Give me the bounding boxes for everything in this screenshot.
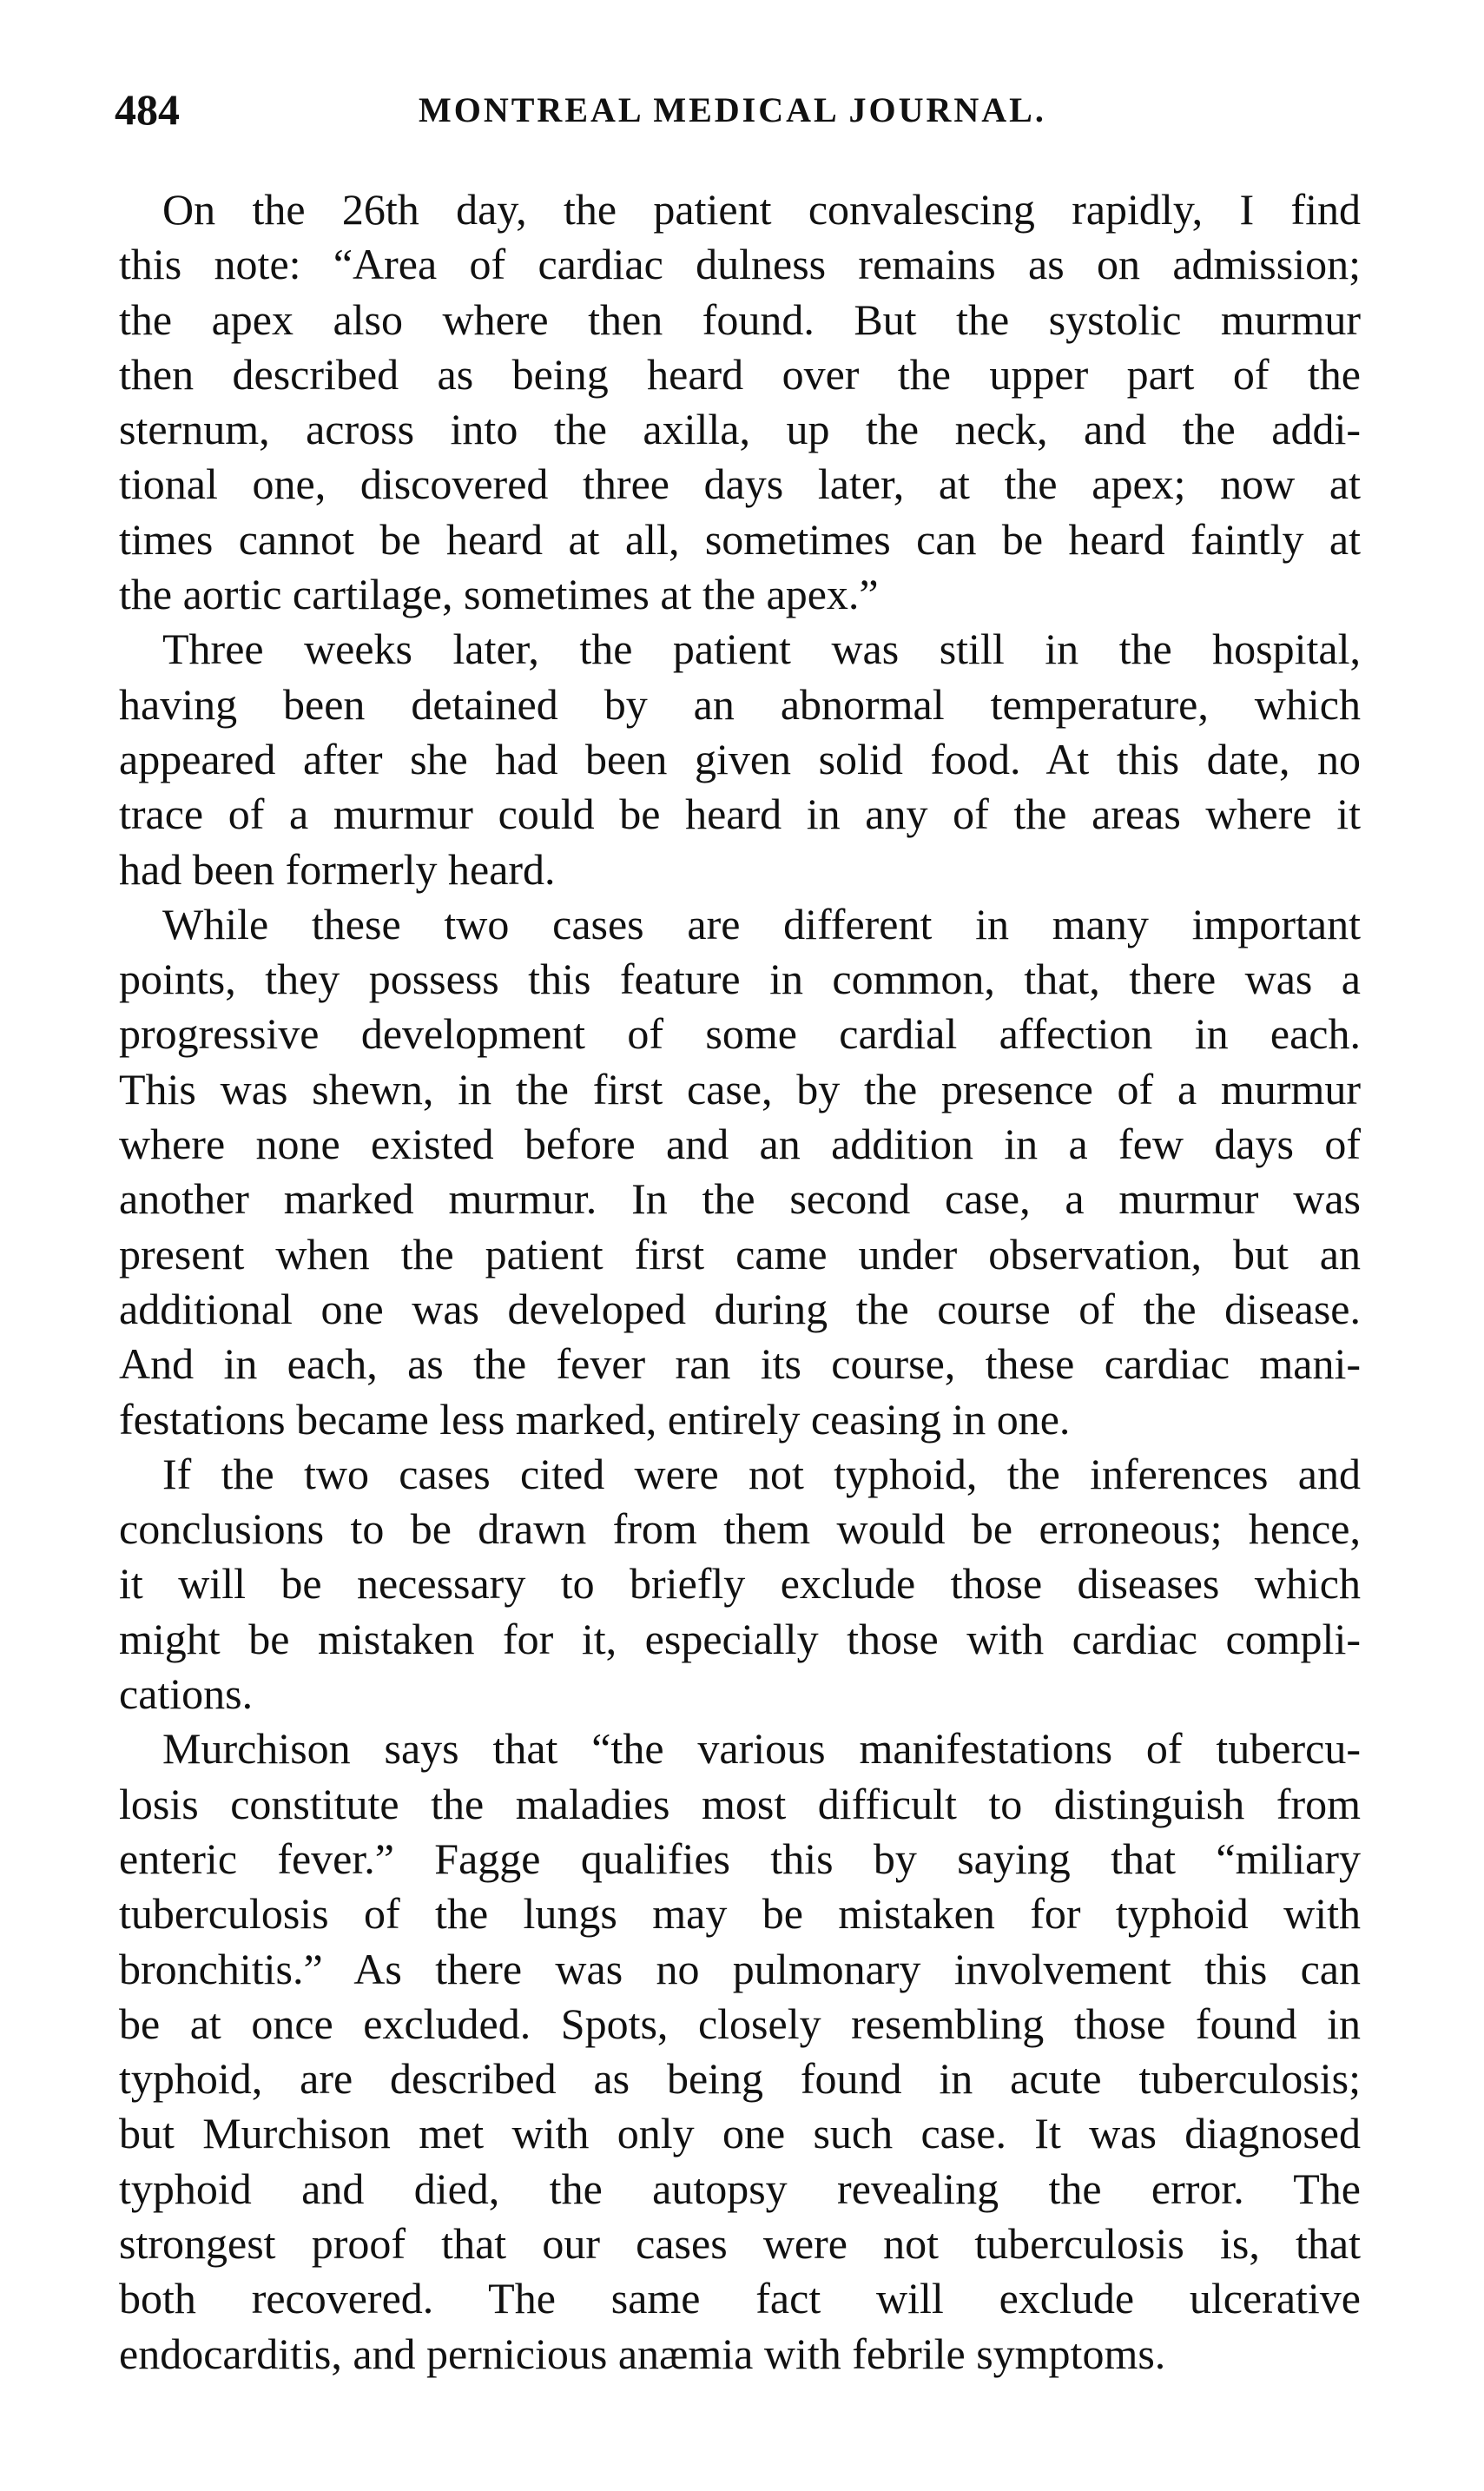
text-line: times cannot be heard at all, sometimes can be heard faintly at	[119, 514, 1361, 564]
paragraph	[119, 897, 1361, 1447]
text-line: progressive development of some cardial affection in each.	[119, 1009, 1361, 1059]
text-line: had been formerly heard.	[119, 844, 556, 894]
text-line: On the 26th day, the patient convalescing rapidly, I find	[162, 185, 1361, 234]
text-line: where none existed before and an addition in a few days of	[119, 1120, 1361, 1169]
text-line: both recovered. The same fact will exclude ulcerative	[119, 2274, 1361, 2323]
text-line: Three weeks later, the patient was still in the hospital,	[162, 624, 1361, 674]
paragraph	[119, 182, 1361, 622]
text-line: trace of a murmur could be heard in any of the areas where it	[119, 790, 1361, 839]
body-text	[119, 182, 1361, 2382]
text-line: festations became less marked, entirely ceasing in one.	[119, 1394, 1071, 1444]
text-line: cations.	[119, 1669, 254, 1719]
text-line: conclusions to be drawn from them would be erroneous; hence,	[119, 1504, 1361, 1554]
text-line: having been detained by an abnormal temperature, which	[119, 679, 1361, 729]
text-line: enteric fever.” Fagge qualifies this by saying that “miliary	[119, 1834, 1361, 1883]
text-line: typhoid, are described as being found in acute tuberculosis;	[119, 2054, 1361, 2104]
text-line: points, they possess this feature in common, that, there was a	[119, 955, 1361, 1004]
text-line: bronchitis.” As there was no pulmonary involvement this can	[119, 1944, 1361, 1993]
text-line: tuberculosis of the lungs may be mistaken for typhoid with	[119, 1889, 1361, 1939]
text-line: endocarditis, and pernicious anæmia with febrile symptoms.	[119, 2329, 1166, 2378]
text-line: it will be necessary to briefly exclude those diseases which	[119, 1559, 1361, 1609]
text-line: losis constitute the maladies most difficult to distinguish from	[119, 1779, 1361, 1828]
text-line: sternum, across into the axilla, up the neck, and the addi-	[119, 405, 1361, 454]
text-line: another marked murmur. In the second case, a murmur was	[119, 1174, 1361, 1224]
text-line: Murchison says that “the various manifestations of tubercu-	[162, 1724, 1361, 1774]
paragraph	[119, 622, 1361, 896]
text-line: tional one, discovered three days later, at the apex; now at	[119, 459, 1361, 509]
text-line: this note: “Area of cardiac dulness remains as on admission;	[119, 240, 1361, 289]
running-head	[115, 83, 1365, 135]
text-line: the apex also where then found. But the systolic murmur	[119, 294, 1361, 344]
text-line: While these two cases are different in many important	[162, 899, 1361, 948]
text-line: present when the patient first came under observation, but an	[119, 1229, 1361, 1279]
text-line: If the two cases cited were not typhoid, the inferences and	[162, 1449, 1361, 1498]
paragraph	[119, 1447, 1361, 1721]
paragraph	[119, 1721, 1361, 2382]
text-line: additional one was developed during the course of the disease.	[119, 1284, 1361, 1333]
text-line: strongest proof that our cases were not tuberculosis is, that	[119, 2218, 1361, 2268]
text-line: typhoid and died, the autopsy revealing the error. The	[119, 2164, 1361, 2213]
text-line: And in each, as the fever ran its course, these cardiac mani-	[119, 1339, 1361, 1389]
journal-title: MONTREAL MEDICAL JOURNAL.	[419, 90, 1046, 129]
page-number: 484	[115, 85, 180, 134]
text-line: then described as being heard over the upper part of the	[119, 349, 1361, 399]
text-line: be at once excluded. Spots, closely resembling those found in	[119, 1999, 1361, 2048]
text-line: might be mistaken for it, especially those with cardiac compli-	[119, 1614, 1361, 1663]
text-line: This was shewn, in the first case, by the presence of a murmur	[119, 1064, 1361, 1113]
text-line: appeared after she had been given solid food. At this date, no	[119, 734, 1361, 783]
text-line: the aortic cartilage, sometimes at the apex.”	[119, 570, 879, 619]
text-line: but Murchison met with only one such case. It was diagnosed	[119, 2109, 1361, 2158]
